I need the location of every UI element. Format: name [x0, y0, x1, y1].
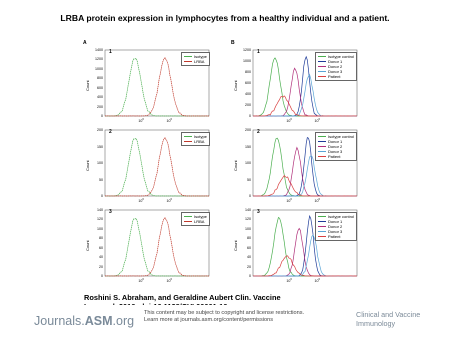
legend-b-3 [315, 212, 357, 241]
y-tick-label: 0 [249, 114, 251, 118]
legend-swatch [184, 61, 192, 62]
x-tick-label: $10^0$ [138, 198, 144, 204]
notice-line-2-prefix: Learn more at [144, 317, 181, 323]
legend-label: LRBA [194, 59, 205, 64]
legend-swatch [318, 66, 326, 67]
y-tick-label: 0 [101, 274, 103, 278]
legend-swatch [318, 231, 326, 232]
y-tick-label: 20 [99, 264, 103, 269]
legend-label: LRBA [194, 219, 205, 224]
journal-line-2: Immunology [356, 319, 396, 328]
lrba-curve [105, 218, 209, 276]
panel-number-b-2: 2 [257, 129, 260, 135]
panel-number-a-1: 1 [109, 49, 112, 55]
patient-curve [253, 96, 357, 116]
y-tick-label: 200 [245, 103, 251, 107]
y-tick-label: 40 [99, 255, 103, 260]
y-tick-label: 600 [97, 85, 103, 90]
panel-number-a-2: 2 [109, 129, 112, 135]
figure-title: LRBA protein expression in lymphocytes from a healthy individual and a patient. [60, 13, 390, 23]
legend-swatch [318, 71, 326, 72]
y-tick-label: 100 [245, 226, 251, 231]
y-tick-label: 1000 [95, 66, 103, 71]
legend-swatch [184, 141, 192, 142]
legend-label: Donor 3 [328, 229, 343, 234]
lrba-curve [105, 138, 209, 196]
y-tick-label: 0 [101, 194, 103, 198]
legend-swatch [318, 221, 326, 222]
legend-swatch [318, 76, 326, 77]
y-tick-label: 600 [245, 81, 251, 85]
y-tick-label: 100 [245, 161, 251, 165]
legend-item [184, 219, 207, 224]
legend-item [184, 139, 207, 144]
y-axis-label: Count [233, 240, 238, 251]
y-tick-label: 60 [99, 245, 103, 250]
legend-label: Patient [328, 234, 341, 239]
legend-label: LRBA [194, 139, 205, 144]
x-tick-label: $10^0$ [314, 198, 320, 204]
legend-label: Donor 2 [328, 64, 343, 69]
x-tick-label: $10^0$ [166, 198, 172, 204]
y-tick-label: 120 [97, 217, 103, 222]
legend-swatch [184, 216, 192, 217]
y-tick-label: 800 [245, 70, 251, 74]
y-tick-label: 400 [245, 92, 251, 96]
legend-item [318, 154, 354, 159]
y-tick-label: 50 [247, 177, 251, 182]
y-tick-label: 140 [97, 208, 103, 212]
x-tick-label: $10^0$ [286, 198, 292, 204]
legend-label: Isotype [194, 214, 207, 219]
y-tick-label: 80 [99, 236, 103, 241]
x-tick-label: $10^0$ [286, 278, 292, 284]
y-axis-label: Count [233, 160, 238, 171]
patient-curve [253, 176, 357, 196]
panel-number-a-3: 3 [109, 209, 112, 215]
x-tick-label: $10^0$ [138, 278, 144, 284]
legend-label: Donor 1 [328, 219, 343, 224]
y-tick-label: 1200 [243, 48, 251, 52]
legend-label: Patient [328, 74, 341, 79]
x-tick-label: $10^0$ [166, 118, 172, 124]
copyright-notice [144, 310, 304, 324]
y-tick-label: 200 [97, 104, 103, 109]
legend-swatch [318, 156, 326, 157]
y-tick-label: 150 [97, 144, 103, 149]
isotype-curve [105, 58, 209, 116]
x-tick-label: $10^0$ [314, 118, 320, 124]
notice-line-1: This content may be subject to copyright and license restrictions. [144, 310, 305, 316]
citation-line-1: Roshini S. Abraham, and Geraldine Aubert Clin. Vaccine [84, 293, 281, 302]
y-tick-label: 0 [101, 114, 103, 118]
logo-brand: ASM [84, 314, 113, 328]
y-tick-label: 150 [245, 144, 251, 149]
y-axis-label: Count [233, 80, 238, 91]
legend-label: Isotype [194, 134, 207, 139]
legend-a-2 [181, 132, 210, 146]
y-tick-label: 60 [247, 245, 251, 250]
legend-swatch [318, 216, 326, 217]
lrba-curve [105, 58, 209, 116]
legend-swatch [184, 221, 192, 222]
figure [83, 40, 361, 292]
legend-item [318, 234, 354, 239]
legend-label: Patient [328, 154, 341, 159]
journal-line-1: Clinical and Vaccine [356, 310, 421, 319]
y-tick-label: 200 [245, 128, 251, 132]
isotype-curve [105, 218, 209, 276]
legend-swatch [318, 141, 326, 142]
panel-number-b-3: 3 [257, 209, 260, 215]
legend-b-1 [315, 52, 357, 81]
legend-label: Donor 2 [328, 144, 343, 149]
legend-label: Donor 2 [328, 224, 343, 229]
panel-number-b-1: 1 [257, 49, 260, 55]
legend-a-3 [181, 212, 210, 226]
isotype-curve [105, 138, 209, 196]
legend-label: Donor 3 [328, 69, 343, 74]
legend-label: Donor 1 [328, 139, 343, 144]
y-tick-label: 0 [249, 274, 251, 278]
y-tick-label: 40 [247, 255, 251, 260]
y-tick-label: 1400 [95, 48, 103, 52]
legend-swatch [318, 226, 326, 227]
y-tick-label: 120 [245, 217, 251, 222]
y-tick-label: 80 [247, 236, 251, 241]
logo-prefix: Journals. [34, 314, 85, 328]
legend-swatch [318, 146, 326, 147]
y-tick-label: 800 [97, 76, 103, 81]
journals-asm-logo[interactable] [34, 314, 134, 328]
legend-item [184, 59, 207, 64]
legend-swatch [318, 236, 326, 237]
y-tick-label: 140 [245, 208, 251, 212]
legend-swatch [184, 136, 192, 137]
y-axis-label: Count [85, 160, 90, 171]
y-tick-label: 100 [97, 226, 103, 231]
y-tick-label: 400 [97, 95, 103, 100]
y-tick-label: 20 [247, 264, 251, 269]
y-tick-label: 1200 [95, 57, 103, 62]
y-axis-label: Count [85, 240, 90, 251]
y-tick-label: 200 [97, 128, 103, 132]
panel-b-label: B [231, 40, 235, 46]
y-tick-label: 50 [99, 177, 103, 182]
legend-swatch [184, 56, 192, 57]
x-tick-label: $10^0$ [314, 278, 320, 284]
x-tick-label: $10^0$ [286, 118, 292, 124]
panel-a-label: A [83, 40, 87, 46]
y-axis-label: Count [85, 80, 90, 91]
legend-swatch [318, 151, 326, 152]
legend-swatch [318, 136, 326, 137]
x-tick-label: $10^0$ [166, 278, 172, 284]
legend-item [318, 74, 354, 79]
legend-a-1 [181, 52, 210, 66]
legend-swatch [318, 56, 326, 57]
y-tick-label: 0 [249, 194, 251, 198]
legend-label: Donor 3 [328, 149, 343, 154]
permissions-link[interactable]: journals.asm.org/content/permissions [180, 317, 274, 323]
legend-b-2 [315, 132, 357, 161]
y-tick-label: 1000 [243, 59, 251, 63]
legend-label: Isotype control [328, 134, 355, 139]
legend-label: Isotype control [328, 214, 355, 219]
logo-suffix: .org [112, 314, 135, 328]
legend-label: Donor 1 [328, 59, 343, 64]
x-tick-label: $10^0$ [138, 118, 144, 124]
legend-label: Isotype [194, 54, 207, 59]
journal-name [356, 310, 420, 328]
y-tick-label: 100 [97, 161, 103, 165]
legend-label: Isotype control [328, 54, 355, 59]
legend-swatch [318, 61, 326, 62]
